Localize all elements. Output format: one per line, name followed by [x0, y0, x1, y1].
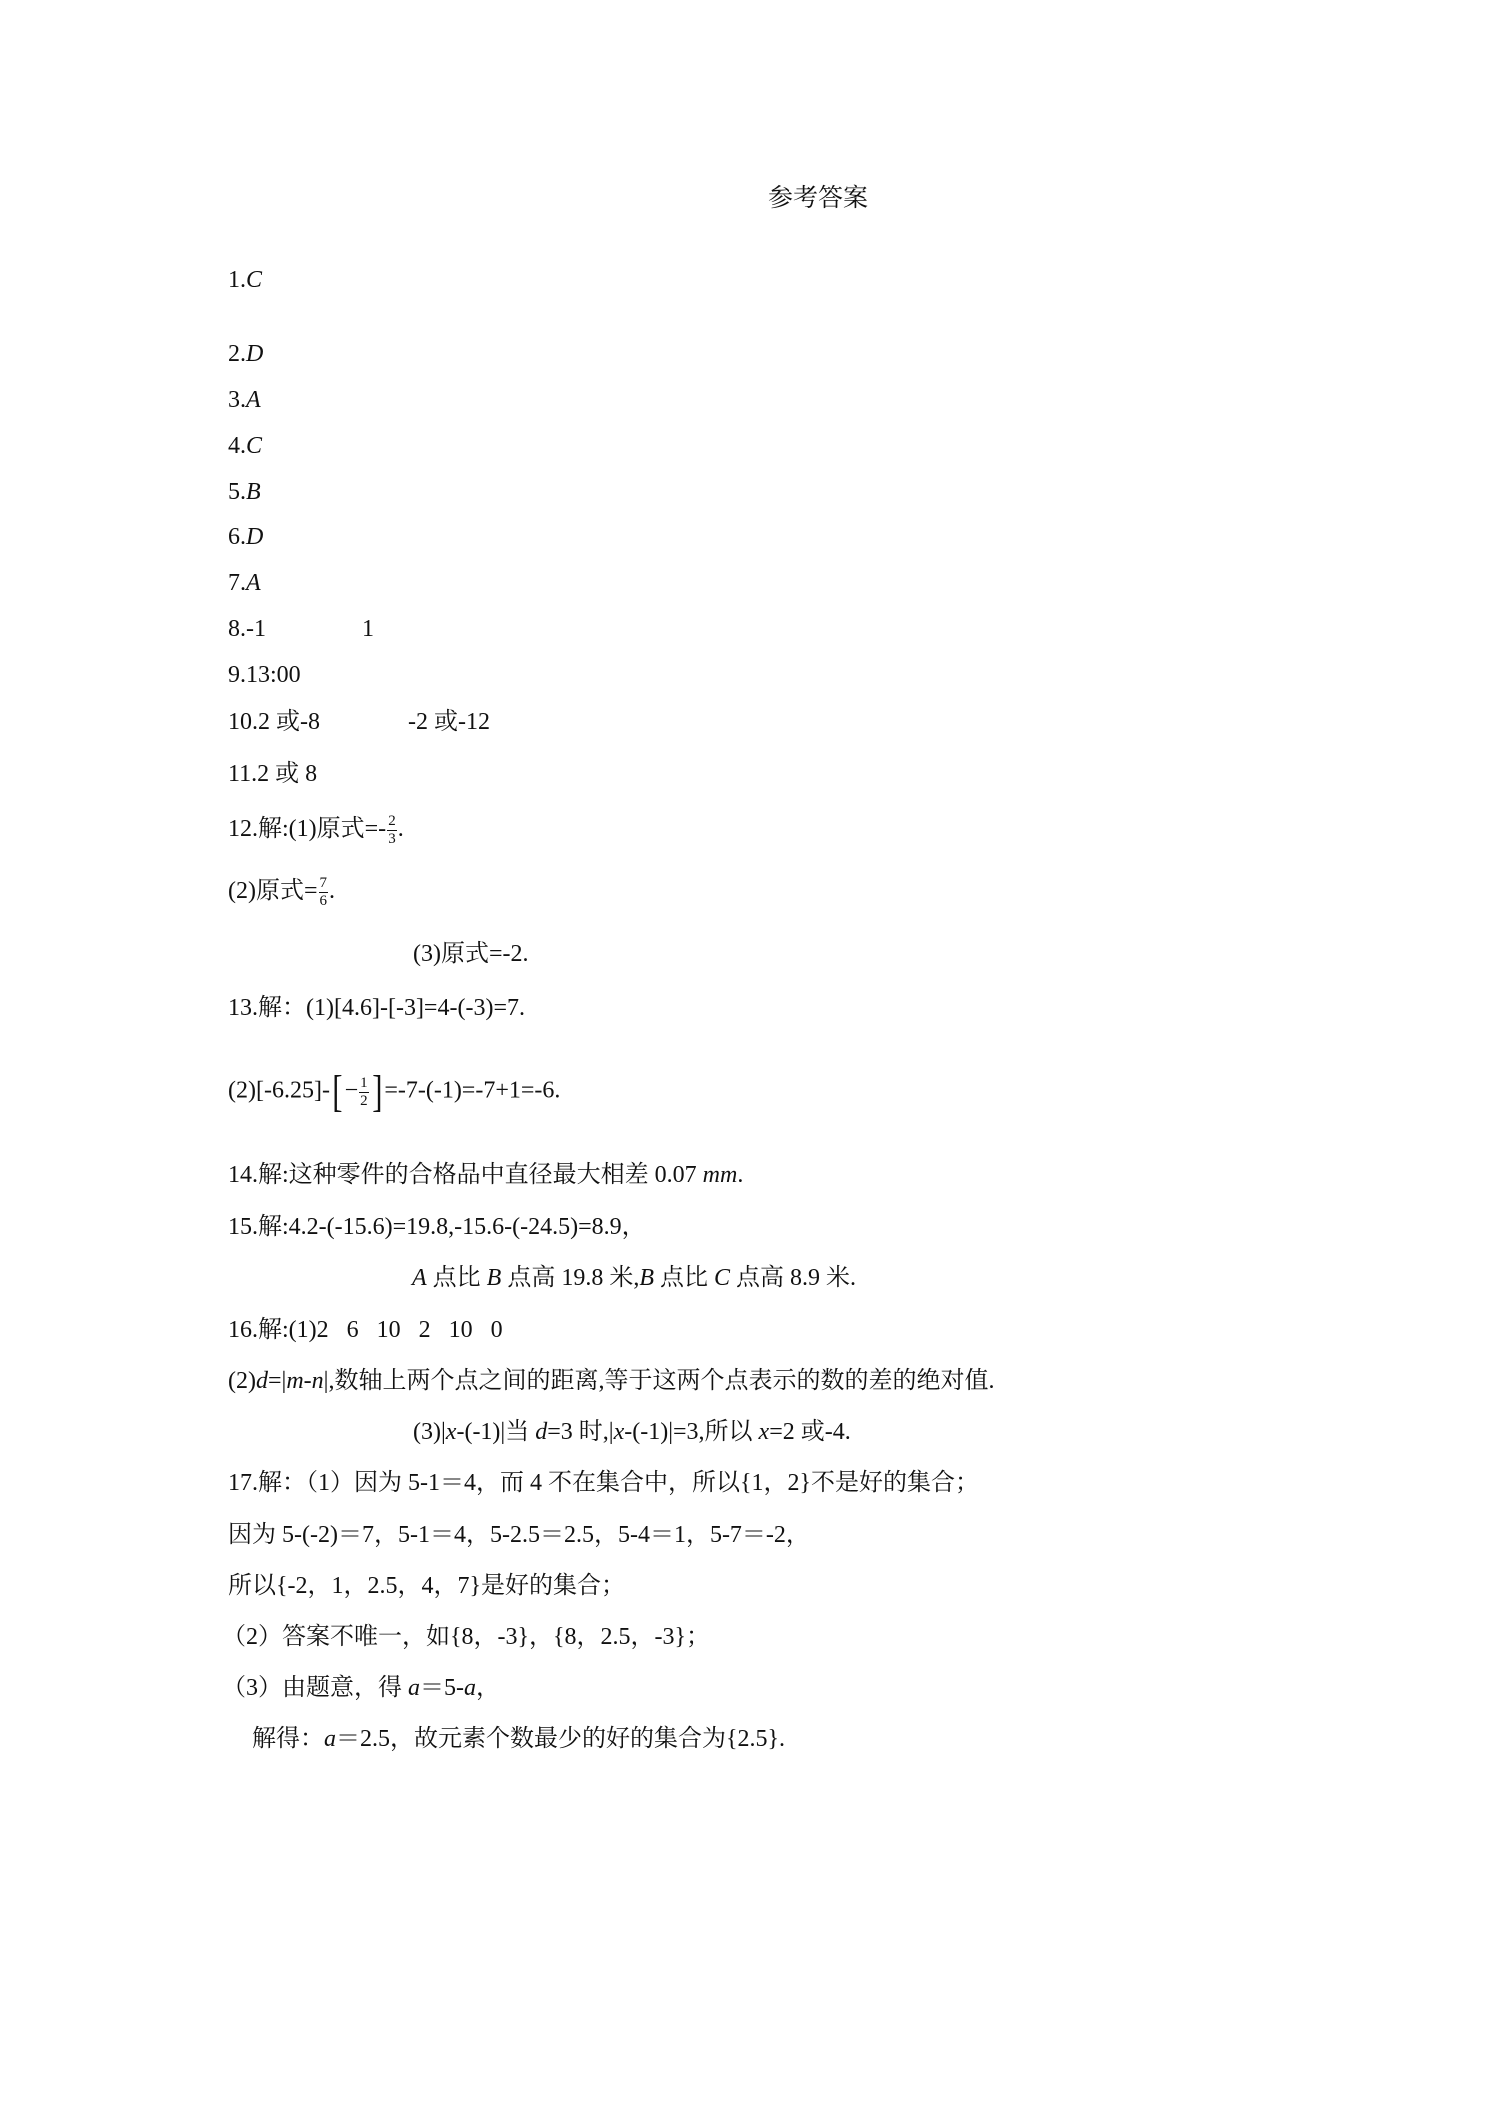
answer-16-line2: (2)d=|m-n|,数轴上两个点之间的距离,等于这两个点表示的数的差的绝对值.: [228, 1368, 995, 1394]
answer-17-line3: 所以{-2，1，2.5，4，7}是好的集合；: [228, 1573, 626, 1599]
answer-17-line2: 因为 5-(-2)＝7，5-1＝4，5-2.5＝2.5，5-4＝1，5-7＝-2，: [228, 1522, 810, 1548]
answer-6: 6.D: [228, 524, 264, 550]
answer-17-line5: （3）由题意，得 a＝5-a，: [222, 1675, 500, 1701]
answer-2: 2.D: [228, 341, 264, 367]
answer-4: 4.C: [228, 433, 263, 459]
answer-13-line1: 13.解：(1)[4.6]-[-3]=4-(-3)=7.: [228, 995, 525, 1021]
fraction: $\frac{1}{2}$: [360, 1074, 368, 1109]
left-bracket: [: [332, 1067, 343, 1116]
answer-15-line1: 15.解:4.2-(-15.6)=19.8,-15.6-(-24.5)=8.9，: [228, 1214, 646, 1240]
answer-12-line1: 12.解:(1)原式=- $\frac{2}{3}$ .: [228, 813, 404, 847]
answer-15-line2: A 点比 B 点高 19.8 米,B 点比 C 点高 8.9 米.: [412, 1265, 857, 1291]
answer-16-line1: 16.解:(1)2 6 10 2 10 0: [228, 1317, 503, 1343]
answer-17-line4: （2）答案不唯一，如{8，-3}，{8，2.5，-3}；: [222, 1624, 711, 1650]
fraction: $\frac{2}{3}$: [388, 813, 396, 847]
answer-13-line2: (2)[-6.25]-[− $\frac{1}{2}$ ]=-7-(-1)=-7+1=-6.: [228, 1067, 561, 1116]
answer-8-left: 8.-1: [228, 616, 266, 642]
answer-10-right: -2 或-12: [408, 709, 490, 735]
answer-10-left: 10.2 或-8: [228, 709, 320, 735]
answer-17-line1: 17.解：（1）因为 5-1＝4，而 4 不在集合中，所以{1，2}不是好的集合；: [228, 1470, 980, 1496]
answer-7: 7.A: [228, 570, 261, 596]
answer-14: 14.解:这种零件的合格品中直径最大相差 0.07 mm.: [228, 1162, 744, 1188]
answer-16-line3: (3)|x-(-1)|当 d=3 时,|x-(-1)|=3,所以 x=2 或-4.: [413, 1419, 851, 1445]
answer-12-line3: (3)原式=-2.: [413, 941, 529, 967]
answer-17-line6: 解得：a＝2.5，故元素个数最少的好的集合为{2.5}.: [252, 1726, 786, 1752]
answer-9: 9.13:00: [228, 662, 301, 688]
answer-11: 11.2 或 8: [228, 761, 318, 787]
fraction: $\frac{7}{6}$: [319, 875, 328, 909]
answer-12-line2: (2)原式= $\frac{7}{6}$ .: [228, 875, 336, 909]
right-bracket: ]: [371, 1067, 383, 1116]
answer-3: 3.A: [228, 387, 261, 413]
answer-8-right: 1: [362, 616, 374, 642]
answer-1: 1.C: [228, 267, 263, 293]
page-title: 参考答案: [768, 185, 869, 212]
answer-5: 5.B: [228, 479, 261, 505]
